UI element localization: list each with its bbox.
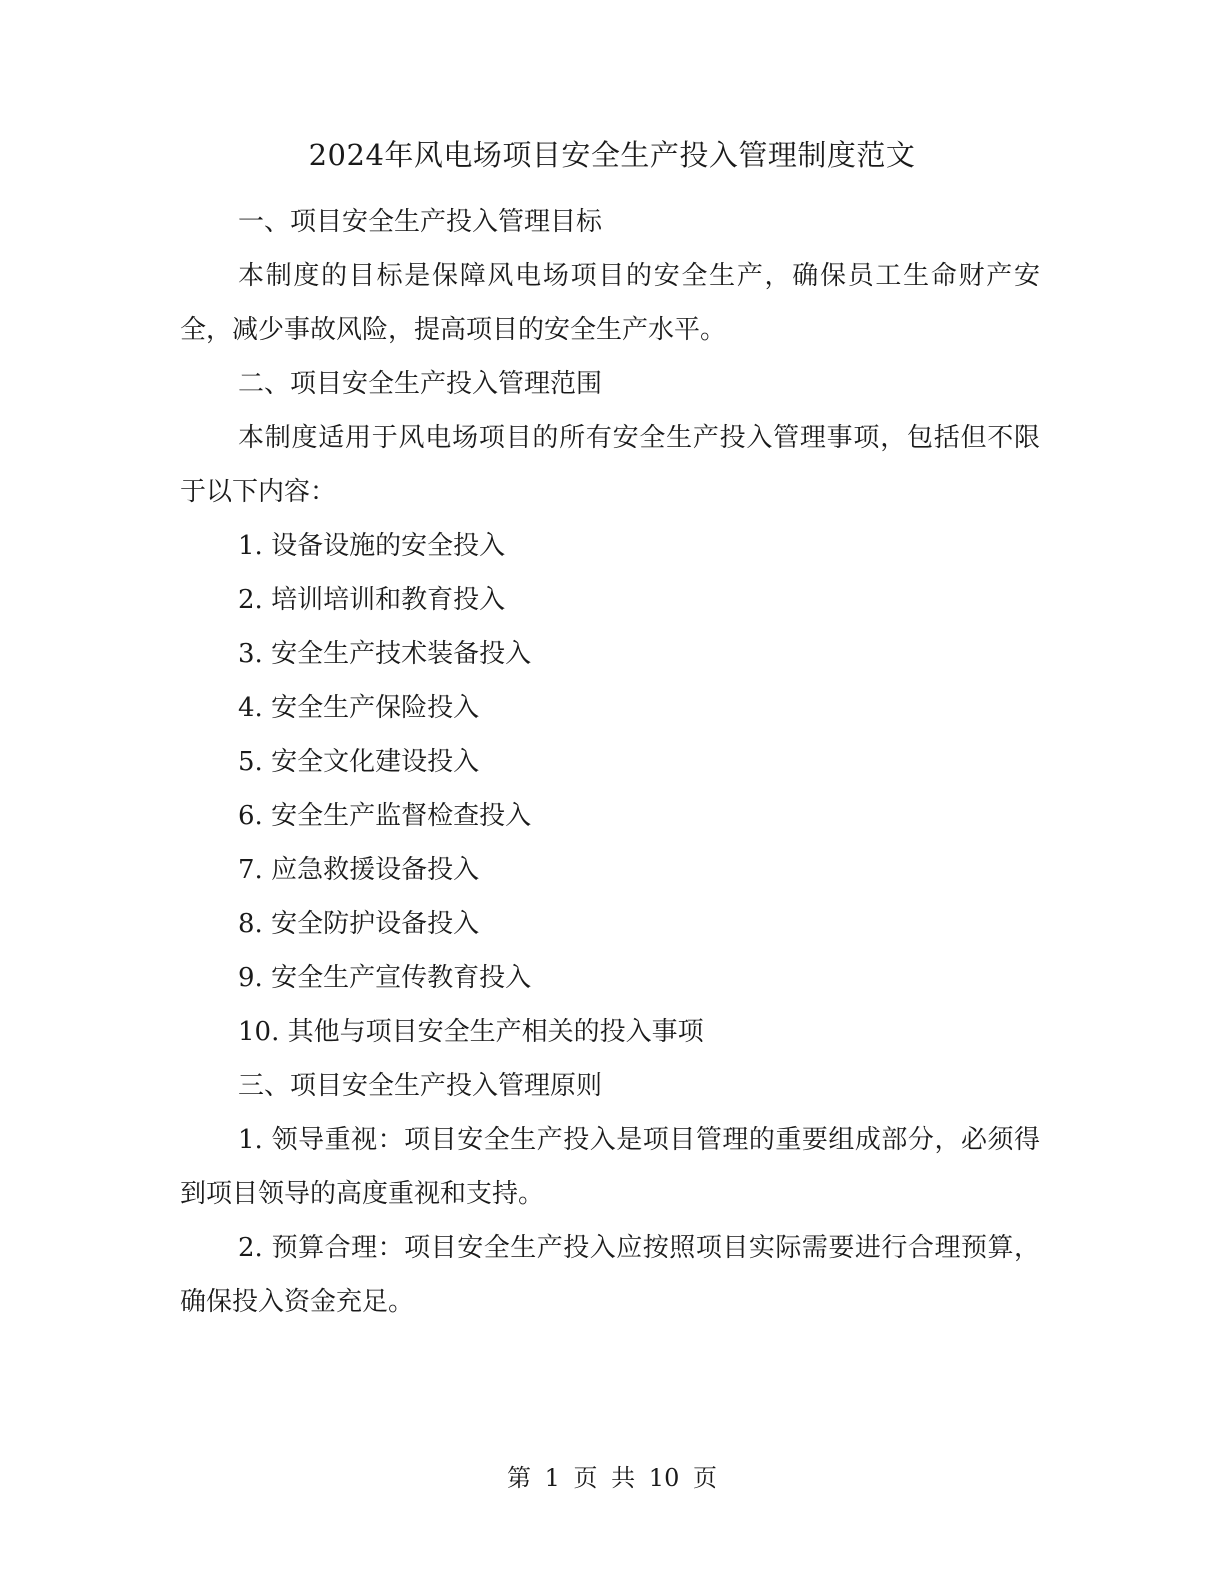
list-item: 5. 安全文化建设投入 xyxy=(238,747,480,777)
list-item: 2. 培训培训和教育投入 xyxy=(238,585,506,615)
principle-item: 1. 领导重视：项目安全生产投入是项目管理的重要组成部分，必须得到项目领导的高度重视和支持。 xyxy=(180,1125,1040,1209)
section-heading-1: 一、项目安全生产投入管理目标 xyxy=(238,207,603,237)
list-item: 9. 安全生产宣传教育投入 xyxy=(238,963,532,993)
list-item: 8. 安全防护设备投入 xyxy=(238,909,480,939)
list-item: 10. 其他与项目安全生产相关的投入事项 xyxy=(238,1017,704,1047)
list-item: 4. 安全生产保险投入 xyxy=(238,693,480,723)
page-footer: 第 1 页 共 10 页 xyxy=(507,1464,717,1492)
list-item: 7. 应急救援设备投入 xyxy=(238,855,480,885)
paragraph-goal: 本制度的目标是保障风电场项目的安全生产，确保员工生命财产安全，减少事故风险，提高项目的安全生产水平。 xyxy=(180,261,1040,345)
list-item: 6. 安全生产监督检查投入 xyxy=(238,801,532,831)
section-heading-3: 三、项目安全生产投入管理原则 xyxy=(238,1071,603,1101)
document-title: 2024年风电场项目安全生产投入管理制度范文 xyxy=(308,138,916,172)
section-heading-2: 二、项目安全生产投入管理范围 xyxy=(238,369,603,399)
principle-item: 2. 预算合理：项目安全生产投入应按照项目实际需要进行合理预算，确保投入资金充足。 xyxy=(180,1233,1040,1317)
paragraph-scope: 本制度适用于风电场项目的所有安全生产投入管理事项，包括但不限于以下内容： xyxy=(180,423,1040,507)
list-item: 1. 设备设施的安全投入 xyxy=(238,531,506,561)
document-body xyxy=(180,195,1040,1329)
list-item: 3. 安全生产技术装备投入 xyxy=(238,639,532,669)
